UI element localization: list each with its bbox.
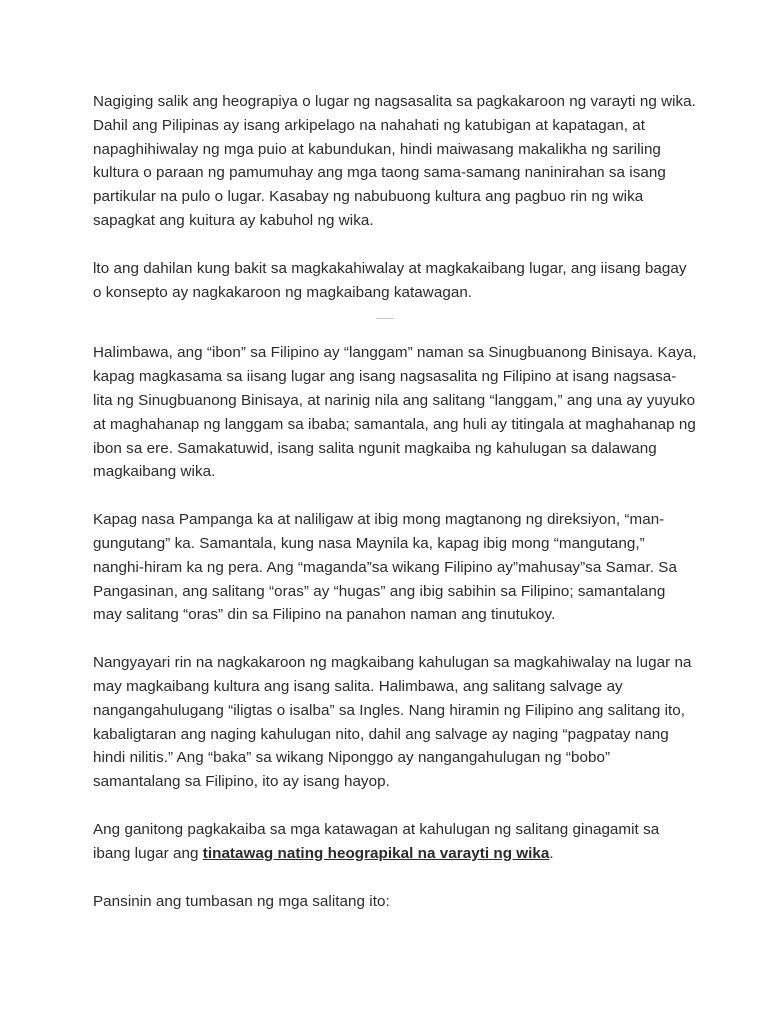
text-line: napaghihiwalay ng mga puio at kabundukan, hindi maiwasang makalikha ng sariling [93,140,661,158]
text-line: nangangahulugang “iligtas o isalba” sa Ingles. Nang hiramin ng Filipino ang salitang ito, [93,701,686,719]
paragraph-pansinin [93,890,676,914]
text-line: Kapag nasa Pampanga ka at naliligaw at ibig mong magtanong ng direksiyon, “man- [93,511,665,529]
text-line: Dahil ang Pilipinas ay isang arkipelago na nahahati ng katubigan at kapatagan, at [93,116,646,134]
paragraph-salvage [93,651,692,794]
text-line: Pansinin ang tumbasan ng mga salitang ito: [93,892,390,910]
text-line: lto ang dahilan kung bakit sa magkakahiwalay at magkakaibang lugar, ang iisang bagay [93,259,687,277]
paragraph-spacer [93,866,676,890]
text-line: may magkaibang kultura ang isang salita. Halimbawa, ang salitang salvage ay [93,677,623,695]
paragraph-spacer [93,484,676,508]
text-line: kapag magkasama sa iisang lugar ang isang nagsasalita ng Filipino at isang nagsasa- [93,368,677,386]
text-line: hindi nilitis.” Ang “baka” sa wikang Niponggo ay nangangahulugan ng “bobo” [93,749,611,767]
text-line: kultura o paraan ng pamumuhay ang mga taong sama-samang naninirahan sa isang [93,164,666,182]
paragraph-spacer [93,794,676,818]
text-fragment: ibang lugar ang [93,844,203,862]
paragraph-halimbawa-ibon [93,341,697,484]
text-line: nanghi-hiram ka ng pera. Ang “maganda”sa wikang Filipino ay”mahusay”sa Samar. Sa [93,558,677,576]
text-line: kabaligtaran ang naging kahulugan nito, dahil ang salvage ay naging “pagpatay nang [93,725,669,743]
text-line: ibon sa ere. Samakatuwid, isang salita ngunit magkaiba ng kahulugan sa dalawang [93,439,657,457]
paragraph-spacer [93,627,676,651]
text-line: samantalang sa Filipino, ito ay isang hayop. [93,773,390,791]
paragraph-dahilan [93,257,687,305]
text-line: gungutang” ka. Samantala, kung nasa Maynila ka, kapag ibig mong “mangutang,” [93,534,645,552]
text-line: magkaibang wika. [93,463,216,481]
section-divider [376,318,394,319]
paragraph-heograpiya [93,90,696,233]
text-line: may salitang “oras” din sa Filipino na panahon naman ang tinutukoy. [93,606,556,624]
text-line: Halimbawa, ang “ibon” sa Filipino ay “langgam” naman sa Sinugbuanong Binisaya. Kaya, [93,344,697,362]
text-line: sapagkat ang kuitura ay kabuhol ng wika. [93,211,374,229]
text-line: lita ng Sinugbuanong Binisaya, at narinig nila ang salitang “langgam,” ang una ay yuyuko [93,391,696,409]
text-line: Ang ganitong pagkakaiba sa mga katawagan at kahulugan ng salitang ginagamit sa [93,820,660,838]
paragraph-pampanga [93,508,676,627]
paragraph-ganitong-pagkakaiba [93,818,676,866]
text-line: Pangasinan, ang salitang “oras” ay “hugas” ang ibig sabihin sa Filipino; samantalang [93,582,666,600]
text-fragment: . [549,844,554,862]
paragraph-spacer [93,233,676,257]
text-line: Nagiging salik ang heograpiya o lugar ng nagsasalita sa pagkakaroon ng varayti ng wika. [93,93,696,110]
heograpikal-varayti-link[interactable]: tinatawag nating heograpikal na varayti ng wika [202,844,550,862]
text-line: o konsepto ay nagkakaroon ng magkaibang katawagan. [93,283,473,301]
text-line [93,842,676,866]
text-line: Nangyayari rin na nagkakaroon ng magkaibang kahulugan sa magkahiwalay na lugar na [93,654,692,672]
text-line: partikular na pulo o lugar. Kasabay ng nabubuong kultura ang pagbuo rin ng wika [93,188,644,206]
text-line: at maghahanap ng langgam sa ibaba; samantala, ang huli ay titingala at maghahanap ng [93,415,696,433]
